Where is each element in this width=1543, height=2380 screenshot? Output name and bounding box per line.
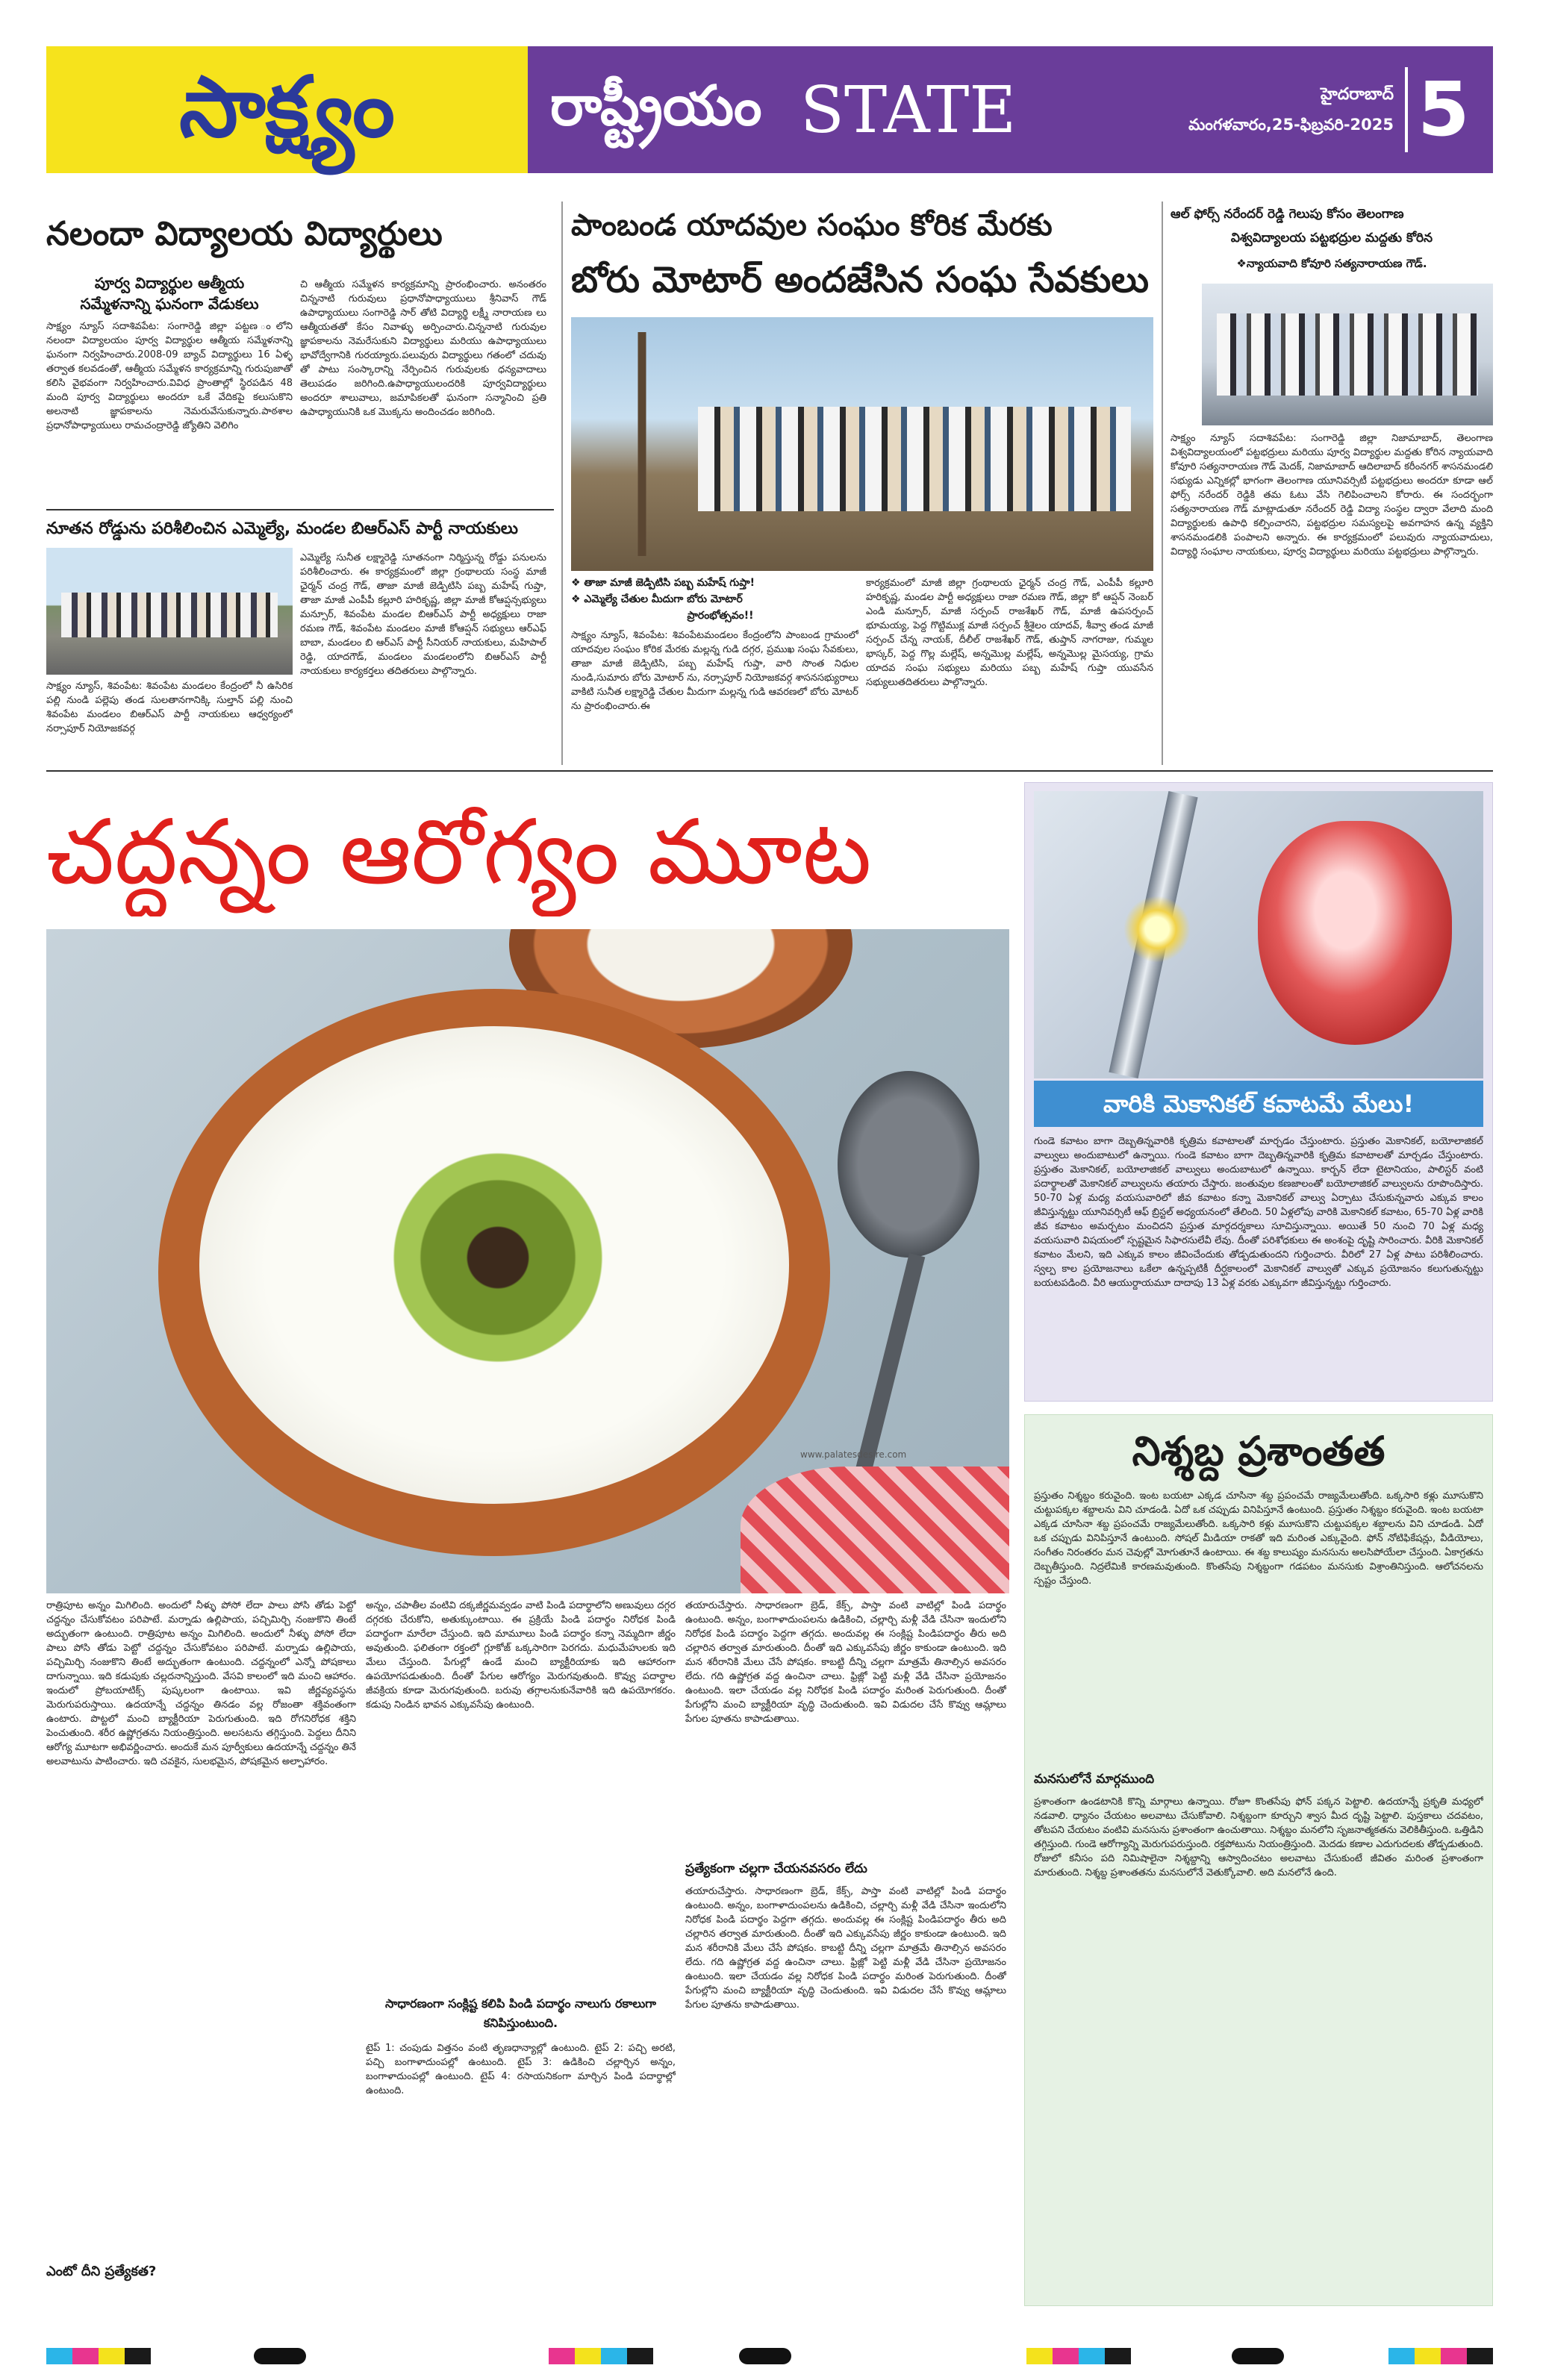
pambanda-headline: బోరు మోటార్ అందజేసిన సంఘ సేవకులు [571,259,1149,301]
silence-body-2: ప్రశాంతంగా ఉండటానికి కొన్ని మార్గాలు ఉన్నాయి. రోజూ కొంతసేపు ఫోన్ పక్కన పెట్టాలి. ఉదయాన్నే ప్రకృతి మధ్యలో నడవాలి. ధ్యానం చేయటం అలవాటు చేసుకోవాలి. నిశ్శబ్దంగా కూర్చుని శ్వాస మీద దృష్టి పెట్టాలి. పుస్తకాలు చదవటం, తోటపని చేయటం వంటివి మనసును ప్రశాంతంగా ఉంచుతాయి. నిశ్శబ్దం మనలోని సృజనాత్మకతను వెలికితీస్తుంది. ఒత్తిడిని తగ్గిస్తుంది. గుండె ఆరోగ్యాన్ని మెరుగుపరుస్తుంది. రక్తపోటును నియంత్రిస్తుంది. మెదడు కణాల ఎదుగుదలకు తోడ్పడుతుంది. రోజులో కనీసం పది నిమిషాలైనా నిశ్శబ్దాన్ని ఆస్వాదించటం అలవాటు చేసుకుంటే జీవితం మరింత ప్రశాంతంగా మారుతుంది. నిశ్శబ్ద ప్రశాంతతను మనసులోనే వెతుక్కోవాలి. అది మనలోనే ఉంది. [1034,1796,1483,1878]
pambanda-body-col2: కార్యక్రమంలో మాజీ జిల్లా గ్రంథాలయ ఛైర్మన్ చంద్ర గౌడ్, ఎంపీపీ కల్లూరి హరికృష్ణ, మండల పార్టీ అధ్యక్షులు రాజా రమణ గౌడ్, జిల్లా కో ఆప్షన్ నెంబర్ ఎండి మన్సూర్, మాజీ సర్పంచ్ రాజశేఖర్ గౌడ్, మాజీ ఉపసర్పంచ్ భూమయ్య, పెద్ద గొట్టిముక్ల మాజీ సర్పంచ్ శ్రీశైలం యాదవ్, శీవ్వా తండ మాజీ సర్పంచ్ చేన్న నాయక్, దీలీల్ రాజశేఖర్ గౌడ్, తుప్తాన్ నాగరాజు, గుమ్మల భాస్కర్, పెద్ద గొల్ల మల్లేష్, అన్నమొల్ల మల్లేష్, అన్నమొల్ల మైసయ్య, గ్రామ యాదవ సంఘ సభ్యులు మరియు పబ్బ మహేష్ గుప్తా యువసేన సభ్యులుతదితరులు పాల్గొన్నారు. [866,578,1153,688]
nalanda-subhead-1: పూర్వ విద్యార్థుల ఆత్మీయ [94,274,245,292]
section-title-english: STATE [800,73,1017,148]
valve-glow-shape [1123,896,1191,963]
newspaper-logo[interactable]: సాక్ష్యం [179,59,395,156]
curd-rice-types-list: టైప్ 1: చంపుడు విత్తనం వంటి తృణధాన్యాల్లో ఉంటుంది. టైప్ 2: పచ్చి అరటి, పచ్చి బంగాళాదుంపల్లో ఉంటుంది. టైప్ 3: ఉడికించి చల్లార్చిన అన్నం, బంగాళాదుంపల్లో ఉంటుంది. టైప్ 4: రసాయనికంగా మార్చిన పిండి పదార్థాల్లో ఉంటుంది. [366,2043,676,2096]
nalanda-headline: నలందా విద్యాలయ విద్యార్థులు [46,215,443,253]
alforce-byline: ❖న్యాయవాది కోవూరి సత్యనారాయణ గౌడ్. [1236,257,1427,270]
masthead [46,46,1493,173]
silence-headline: నిశ్శబ్ద ప్రశాంతత [1132,1428,1385,1475]
curd-rice-body-col3-continued: తయారుచేస్తారు. సాధారణంగా బ్రెడ్, కేక్స్, పాస్తా వంటి వాటిల్లో పిండి పదార్థం ఉంటుంది. అన్నం, బంగాళాదుంపలను ఉడికించి, చల్లార్చి మళ్లీ వేడి చేసినా ఇందులోని నిరోధక పిండి పదార్థం పెద్దగా తగ్గదు. అందువల్ల ఈ సంక్లిష్ట పిండిపదార్థం తీరు అది చల్లారిన తర్వాత మారుతుంది. దీంతో ఇది ఎక్కువసేపు జీర్ణం కాకుండా ఉంటుంది. ఇది మన శరీరానికి మేలు చేసే పోషకం. కాబట్టి దీన్ని చల్లగా మాత్రమే తినాల్సిన అవసరం లేదు. గది ఉష్ణోగ్రత వద్ద ఉంచినా చాలు. ఫ్రిజ్లో పెట్టి మళ్లీ వేడి చేసినా ప్రయోజనం ఉంటుంది. ఇలా చేయడం వల్ల నిరోధక పిండి పదార్థం మరింత పెరుగుతుంది. దీంతో పేగుల్లోని మంచి బ్యాక్టీరియా వృద్ధి చెందుతుంది. ఇవి విడుదల చేసే కొవ్వు ఆమ్లాలు పేగుల పూతను కాపాడుతాయి. [685,1886,1006,2011]
pambanda-photo [571,317,1153,571]
pambanda-kicker: పాంబండ యాదవుల సంఘం కోరిక మేరకు [571,208,1053,243]
curd-rice-sidehead-1: ఎంటో దీని ప్రత్యేకత? [46,2264,157,2279]
pambanda-body-col1: సాక్ష్యం న్యూస్, శివంపేట: శివంపేటమండలం కేంద్రంలోని పాంబండ గ్రామంలో యాదవుల సంఘం కోరిక మేరకు మల్లన్న గుడి దగ్గర, ప్రముఖ సంఘ సేవకులు, తాజా మాజీ జెడ్పిటిసి, పబ్బ మహేష్ గుప్తా, వారి సొంత నిధుల నుండి,సుమారు బోరు మోటార్ ను, నర్సాపూర్ నియోజకవర్గ శాసనసభ్యురాలు వాకిటి సునీత లక్ష్మారెడ్డి చేతుల మీదుగా మల్లన్న గుడి ఆవరణలో బోరు మోటర్ ను ప్రారంభించారు.ఈ [571,630,858,712]
mla-headline: నూతన రోడ్డును పరిశీలించిన ఎమ్మెల్యే, మండల బిఆర్ఎస్ పార్టీ నాయకులు [46,519,518,538]
registration-pill [739,2348,791,2364]
heart-body: గుండె కవాటం బాగా దెబ్బతిన్నవారికి కృత్రిమ కవాటాలతో మార్చడం చేస్తుంటారు. ప్రస్తుతం మెకానికల్, బయోలాజికల్ వాల్వులు అందుబాటులో ఉన్నాయి. గుండె కవాటం బాగా దెబ్బతిన్నవారికి కృత్రిమ కవాటాలతో మార్చడం చేస్తుంటారు. ప్రస్తుతం మెకానికల్, బయోలాజికల్ వాల్వులు అందుబాటులో ఉన్నాయి. కార్బన్ లేదా టైటానియం, పాలిస్టర్ వంటి పదార్థాలతో మెకానికల్ వాల్వులను తయారు చేస్తారు. జంతువుల కణజాలంతో బయోలాజికల్ వాల్వులను రూపొందిస్తారు. 50-70 ఏళ్ల మధ్య వయసువారిలో జీవ కవాటం కన్నా మెకానికల్ వాల్వు ఏర్పాటు చేసుకున్నవారు ఎక్కువ కాలం జీవిస్తున్నట్టు యూనివర్సిటీ ఆఫ్ బ్రిస్టల్ అధ్యయనంలో తేలింది. 50 ఏళ్లలోపు వారికి మెకానికల్ కవాటం, 65-70 ఏళ్ల వారికి జీవ కవాటం అమర్చటం మంచిదని ప్రస్తుత మార్గదర్శకాలు సూచిస్తున్నాయి. అయితే 50 నుంచి 70 ఏళ్ల మధ్య వయసువారి విషయంలో స్పష్టమైన సిఫారసులేవీ లేవు. దీంతో పరిశోధకులు ఈ అంశంపై దృష్టి సారించారు. వీరికి మెకానికల్ కవాటం మేలని, ఇది ఎక్కువ కాలం జీవించేందుకు తోడ్పడుతుందని గుర్తించారు. వీరిలో 27 ఏళ్ల పాటు పరిశీలించారు. స్వల్ప కాల ప్రయోజనాలు ఒకేలా ఉన్నప్పటికీ దీర్ఘకాలంలో మెకానికల్ వాల్వుతో ఎక్కువ ప్రయోజనం కలుగుతున్నట్టు బయటపడింది. వీరి ఆయుర్దాయమూ దాదాపు 13 ఏళ్ల వరకు ఎక్కువగా జీవిస్తున్నట్టు గుర్తించారు. [1034,1136,1483,1289]
heart-icon [1258,821,1452,1045]
people-group-shape [698,407,1131,511]
mla-body-col2: ఎమ్మెల్యే సునీత లక్ష్మారెడ్డి సూతనంగా నిర్మిస్తున్న రోడ్డు పనులను పరిశీలించారు. ఈ కార్యక్రమంలో జిల్లా గ్రంథాలయ సంస్థ మాజీ ఛైర్మన్ చంద్ర గౌడ్, తాజా మాజీ జెడ్పిటిసి పబ్బ మహేష్ గుప్తా, తాజా మాజీ ఎంపీపీ కల్లూరి హరికృష్ణ, జిల్లా మాజీ కోఆప్షన్సభ్యులు మన్సూర్, శివంపేట మండల బిఆర్ఎస్ పార్టీ అధ్యక్షులు రాజా రమణ గౌడ్, శివంపేట మండలం మాజీ కోఆప్షన్ సభ్యులు ఆర్ఎఫ్ బాబా, మండలం బి ఆర్ఎస్ పార్టీ సీనియర్ నాయకులు, మహిపాల్ రెడ్డి, యాదగౌడ్, మండలం మండలంలోని బిఆర్ఎస్ పార్టీ నాయకులు కార్యకర్తలు తదితరులు పాల్గొన్నారు. [300,552,546,677]
page-number: 5 [1418,66,1470,153]
photo-watermark: www.palatesdesire.com [800,1449,907,1460]
silence-sidehead: మనసులోనే మార్గముంది [1034,1772,1155,1787]
curd-rice-body-col1: రాత్రిపూట అన్నం మిగిలింది. అందులో నీళ్ళు పోసో లేదా పాలు పోసి తోడు పెట్టో చద్దన్నం చేసుకోవటం పరిపాటే. మర్నాడు ఉల్లిపాయ, పచ్చిమిర్చి నంజుకొని తింటే అద్భుతంగా ఉంటుంది. రాత్రిపూట అన్నం మిగిలింది. అందులో నీళ్ళు పోసో లేదా పాలు పోసి తోడు పెట్టో చద్దన్నం చేసుకోవటం పరిపాటే. మర్నాడు ఉల్లిపాయ, పచ్చిమిర్చి నంజుకొని తింటే అద్భుతంగా ఉంటుంది. చద్దన్నంలో ఎన్నో పోషకాలు దాగున్నాయి. ఇది కడుపుకు చల్లదనాన్నిస్తుంది. వేసవి కాలంలో ఇది మంచి ఆహారం. ఇందులో ప్రోబయాటిక్స్ పుష్కలంగా ఉంటాయి. ఇవి జీర్ణవ్యవస్థను మెరుగుపరుస్తాయి. ఉదయాన్నే చద్దన్నం తినడం వల్ల రోజంతా శక్తివంతంగా ఉంటారు. పొట్టలో మంచి బ్యాక్టీరియా పెరుగుతుంది. ఇది రోగనిరోధక శక్తిని పెంచుతుంది. శరీర ఉష్ణోగ్రతను నియంత్రిస్తుంది. అలసటను తగ్గిస్తుంది. పెద్దలు దీనిని ఆరోగ్య మూటగా అభివర్ణించారు. అందుకే మన పూర్వీకులు ఉదయాన్నే చద్దన్నం తినే అలవాటును పాటించారు. ఇది చవకైన, సులభమైన, పోషకమైన అల్పాహారం. [46,1600,356,1767]
curd-rice-body-col3b [685,1884,1006,2287]
column-rule [1162,202,1163,765]
logo-block [46,46,528,173]
color-bar [549,2348,653,2364]
pambanda-caption-3: ప్రారంభోత్సవం!! [687,610,754,622]
color-bar [1026,2348,1131,2364]
heart-headline: వారికి మెకానికల్ కవాటమే మేలు! [1103,1090,1415,1118]
alforce-headline-2: విశ్వవిద్యాలయ పట్టభద్రుల మద్దతు కోరిన [1230,231,1433,246]
color-bar [46,2348,151,2364]
tree-shape [601,332,683,556]
curd-rice-body-col2: అన్నం, చపాతీల వంటివి దక్కజీర్ణమవ్వడం వాటి పిండి పదార్థాలోని అణువులు దగ్గర దగ్గరకు చేరుకోని, అతుక్కుంటాయి. ఈ ప్రక్రియే పిండి పదార్థం నిరోధక పిండి పదార్థంగా మారేలా చేస్తుంది. ఇది మామూలు పిండి పదార్థం కన్నా నెమ్మదిగా జీర్ణం అవుతుంది. ఫలితంగా రక్తంలో గ్లూకోజ్ ఒక్కసారిగా పెరగదు. మధుమేహులకు ఇది మేలు చేస్తుంది. పేగుల్లో ఉండే మంచి బ్యాక్టీరియాకు ఇది ఆహారంగా ఉపయోగపడుతుంది. దీంతో పేగుల ఆరోగ్యం మెరుగవుతుంది. కొవ్వు పదార్థాల జీవక్రియ కూడా మెరుగవుతుంది. బరువు తగ్గాలనుకునేవారికి ఇది ఉపయోగకరం. కడుపు నిండిన భావన ఎక్కువసేపు ఉంటుంది. [366,1600,676,1711]
column-rule [46,509,554,510]
spoon-shape [838,1071,979,1258]
section-title-telugu: రాష్ట్రీయం [550,74,762,138]
mla-road-photo [46,548,293,675]
curd-rice-body-col3: తయారుచేస్తారు. సాధారణంగా బ్రెడ్, కేక్స్, పాస్తా వంటి వాటిల్లో పిండి పదార్థం ఉంటుంది. అన్నం, బంగాళాదుంపలను ఉడికించి, చల్లార్చి మళ్లీ వేడి చేసినా ఇందులోని నిరోధక పిండి పదార్థం పెద్దగా తగ్గదు. అందువల్ల ఈ సంక్లిష్ట పిండిపదార్థం తీరు అది చల్లారిన తర్వాత మారుతుంది. దీంతో ఇది ఎక్కువసేపు జీర్ణం కాకుండా ఉంటుంది. ఇది మన శరీరానికి మేలు చేసే పోషకం. కాబట్టి దీన్ని చల్లగా మాత్రమే తినాల్సిన అవసరం లేదు. గది ఉష్ణోగ్రత వద్ద ఉంచినా చాలు. ఫ్రిజ్లో పెట్టి మళ్లీ వేడి చేసినా ప్రయోజనం ఉంటుంది. ఇలా చేయడం వల్ల నిరోధక పిండి పదార్థం మరింత పెరుగుతుంది. దీంతో పేగుల్లోని మంచి బ్యాక్టీరియా వృద్ధి చెందుతుంది. ఇవి విడుదల చేసే కొవ్వు ఆమ్లాలు పేగుల పూతను కాపాడుతాయి. [685,1600,1006,1725]
registration-pill [254,2348,306,2364]
registration-pill [1232,2348,1284,2364]
section-rule [46,770,1493,772]
curd-rice-sidehead-2: సాధారణంగా సంక్లిష్ట కలిపి పిండి పదార్థం నాలుగు రకాలుగా కనిపిస్తుంటుంది. [385,1996,656,2030]
nalanda-subhead-2: సమ్మేళనాన్ని ఘనంగా వేడుకలు [80,295,259,313]
pambanda-caption-2: ❖ ఎమ్మెల్యే చేతుల మీదుగా బోరు మోటార్ [571,593,743,605]
color-bar [1388,2348,1493,2364]
city-name: హైదరాబాద్ [1321,85,1394,104]
mla-body-col1: సాక్ష్యం న్యూస్, శివంపేట: శివంపేట మండలం కేంద్రంలో నీ ఉసిరిక పల్లి నుండి పల్లెపు తండ సులతానగానిక్కి సుల్తాన్ పల్లి నుంచి శివంపేట మండలం బిఆర్ఎస్ పార్టీ నాయకులు ఆధ్వర్యంలో నర్సాపూర్ నియోజకవర్గ [46,681,293,734]
section-band [528,46,1493,173]
heart-valve-photo [1034,791,1483,1078]
curd-rice-photo [46,929,1009,1593]
alforce-body: సాక్ష్యం న్యూస్ సదాశివపేట: సంగారెడ్డి జిల్లా నిజామాబాద్, తెలంగాణ విశ్వవిద్యాలయంలో పట్టభద్రులు మరియు పూర్వ విద్యార్థుల మద్దతు కోరిన న్యాయవాది కోవూరి సత్యనారాయణ గౌడ్ మెదక్, నిజామాబాద్ ఆదిలాబాద్ కరీంనగర్ శాసనమండలి సభ్యుడు ఎన్నికల్లో భాగంగా తెలంగాణ యూనివర్సిటీ పట్టభద్రులు అందరూ కూడా ఆల్ ఫోర్స్ నరేందర్ రెడ్డికి తమ ఓటు వేసి గెలిపించాలని కోరారు. ఈ సందర్భంగా సత్యనారాయణ గౌడ్ మాట్లాడుతూ నరేందర్ రెడ్డి విద్యా సంస్థల ద్వారా వేలాది మంది విద్యార్థులకు ఉపాధి కల్పించారని, పట్టభద్రుల సమస్యలపై అవగాహన ఉన్న వ్యక్తిని శాసనమండలికి పంపాలని అన్నారు. ఈ కార్యక్రమంలో పలువురు న్యాయవాదులు, విద్యార్థి సంఘాల నాయకులు, పూర్వ విద్యార్థులు మరియు పట్టభద్రులు పాల్గొన్నారు. [1171,433,1493,557]
curd-rice-sidehead-3: ప్రత్యేకంగా చల్లగా చేయనవసరం లేదు [685,1861,867,1876]
nalanda-body-col1: సాక్ష్యం న్యూస్ సదాశివపేట: సంగారెడ్డి జిల్లా పట్టణ ంలోని నలందా విద్యాలయం పూర్వ విద్యార్థుల ఆత్మీయ సమ్మేళనాన్ని ఘనంగా నిర్వహించారు.2008-09 బ్యాచ్ విద్యార్థులు 16 ఏళ్ళ తర్వాత కలవడంతో, ఆత్మీయ సమ్మేళన కార్యక్రమాన్ని గురుపుజాతో కలిసి వైభవంగా నిర్వహించారు.వివిధ ప్రాంతాల్లో స్థిరపడిన 48 మంది పూర్వ విద్యార్థులు అందరూ ఒకే వేదికపై కలుసుకొని అలనాటి జ్ఞాపకాలను నెమరువేసుకున్నారు.పాఠశాల ప్రధానోపాధ్యాయులు రామచంద్రారెడ్డి జ్యోతిని వెలిగిం [46,321,293,431]
issue-date: మంగళవారం,25-ఫిబ్రవరి-2025 [1188,116,1394,134]
masthead-divider [1405,67,1408,152]
silence-body-1: ప్రస్తుతం నిశ్శబ్దం కరువైంది. ఇంట బయటా ఎక్కడ చూసినా శబ్ద ప్రపంచమే రాజ్యమేలుతోంది. ఒక్కసారి కళ్లు మూసుకొని చుట్టుపక్కల శబ్దాలను విని చూడండి. ఏదో ఒక చప్పుడు వినిపిస్తూనే ఉంటుంది. ప్రస్తుతం నిశ్శబ్దం కరువైంది. ఇంట బయటా ఎక్కడ చూసినా శబ్ద ప్రపంచమే రాజ్యమేలుతోంది. ఒక్కసారి కళ్లు మూసుకొని చుట్టుపక్కల శబ్దాలను విని చూడండి. ఏదో ఒక చప్పుడు వినిపిస్తూనే ఉంటుంది. సోషల్ మీడియా రాకతో ఇది మరింత ఎక్కువైంది. ఫోన్ నోటిఫికేషన్లు, వీడియోలు, సంగీతం నిరంతరం మన చెవుల్లో మోగుతూనే ఉంటాయి. ఈ శబ్ద కాలుష్యం మనసును అలసిపోయేలా చేస్తుంది. ఏకాగ్రతను దెబ్బతీస్తుంది. నిద్రలేమికి కారణమవుతుంది. కొంతసేపు నిశ్శబ్దంగా గడపటం మనసుకు విశ్రాంతినిస్తుంది. ఆలోచనలను స్పష్టం చేస్తుంది. [1034,1490,1483,1587]
alforce-photo [1202,284,1493,425]
pambanda-caption-1: ❖ తాజా మాజీ జెడ్పిటిసి పబ్బ మహేష్ గుప్తా! [571,577,755,589]
people-group-shape [61,593,278,637]
garnish-shape [375,1146,621,1369]
nalanda-body-col2: చి ఆత్మీయ సమ్మేళన కార్యక్రమాన్ని ప్రారంభించారు. అనంతరం చిన్ననాటి గురువులు ప్రధానోపాధ్యాయులు శ్రీనివాస్ గౌడ్ ఉపాధ్యాయులు సంగారెడ్డి సార్ తోటి విద్యార్థి లక్ష్మీ నారాయణ లు ఆత్మీయతతో కేసం నివాళ్ళు అర్పించారు.చిన్ననాటి గురువుల జ్ఞాపకాలను నెమరేసుకుని విద్యార్థులు మరియు ఉపాధ్యాయులు భావోద్వేగానికి గురయ్యారు.పలువురు విద్యార్థులు గతంలో చదువు తో పాటు సంస్కారాన్ని నేర్పించిన గురువులకు ధన్యవాదాలు తెలుపడం జరిగింది.ఉపాధ్యాయులందరికి పూర్వవిద్యార్థులు అందరూ శాలువాలు, జమాపికలతో ఘనంగా సన్మానించి ప్రతి ఉపాధ్యాయునికి ఒక మొక్కను అందించడం జరిగింది. [300,279,546,418]
column-rule [561,202,563,765]
alforce-headline-1: ఆల్ ఫోర్స్ నరేందర్ రెడ్డి గెలుపు కోసం తెలంగాణ [1171,207,1404,222]
cloth-shape [741,1467,1009,1593]
people-group-shape [1217,313,1478,396]
curd-rice-headline: చద్దన్నం ఆరోగ్యం మూట [46,801,872,905]
